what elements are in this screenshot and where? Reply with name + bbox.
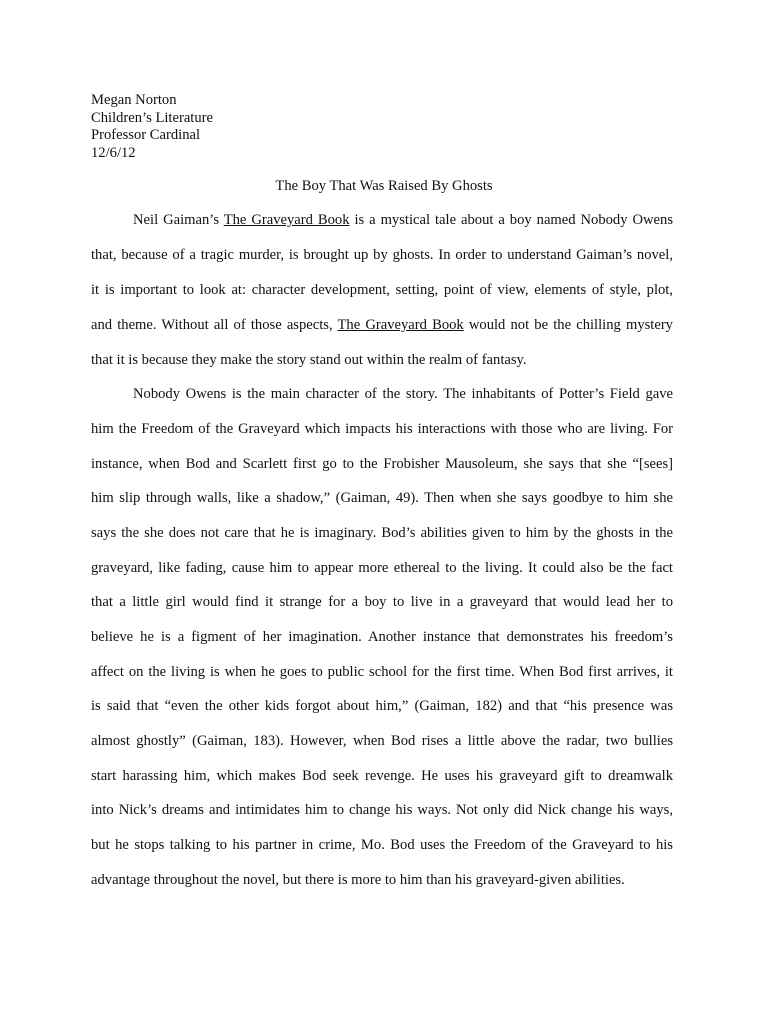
p2-line: him the Freedom of the Graveyard which impacts his interactions with those who are living. For	[91, 421, 673, 437]
p1-line-2: that, because of a tragic murder, is brought up by ghosts. In order to understand Gaiman’s novel,	[91, 247, 673, 263]
p1-line-3: it is important to look at: character development, setting, point of view, elements of style, plot,	[91, 282, 673, 298]
p2-line: Nobody Owens is the main character of the story. The inhabitants of Potter’s Field gave	[133, 386, 673, 402]
book-title-underlined: The Graveyard Book	[337, 317, 464, 333]
p2-line: start harassing him, which makes Bod seek revenge. He uses his graveyard gift to dreamwalk	[91, 768, 673, 784]
p2-line: into Nick’s dreams and intimidates him to change his ways. Not only did Nick change his ways,	[91, 802, 673, 818]
book-title-underlined: The Graveyard Book	[223, 212, 350, 228]
p1-text: is a mystical tale about a boy named Nobody Owens	[349, 212, 674, 228]
p2-line: advantage throughout the novel, but there is more to him than his graveyard-given abilities.	[91, 872, 625, 888]
p2-line: is said that “even the other kids forgot about him,” (Gaiman, 182) and that “his presence was	[91, 698, 673, 714]
professor-name: Professor Cardinal	[91, 127, 201, 143]
p1-text: and theme. Without all of those aspects,	[91, 317, 338, 333]
p2-line: that a little girl would find it strange for a boy to live in a graveyard that would lead her to	[91, 594, 673, 610]
header-block	[91, 92, 213, 162]
author-name: Megan Norton	[91, 92, 177, 108]
p1-line-1	[133, 211, 673, 229]
p1-text: would not be the chilling mystery	[463, 317, 673, 333]
p2-line: believe he is a figment of her imagination. Another instance that demonstrates his freedom’s	[91, 629, 673, 645]
p2-line: instance, when Bod and Scarlett first go to the Frobisher Mausoleum, she says that she “[sees]	[91, 456, 673, 472]
course-name: Children’s Literature	[91, 109, 213, 126]
p2-line: graveyard, like fading, cause him to appear more ethereal to the living. It could also be the fact	[91, 560, 673, 576]
p1-line-5: that it is because they make the story stand out within the realm of fantasy.	[91, 352, 527, 368]
p1-line-4	[91, 316, 673, 334]
p2-line: says the she does not care that he is imaginary. Bod’s abilities given to him by the ghosts in the	[91, 525, 673, 541]
p1-text: Neil Gaiman’s	[133, 212, 224, 228]
p2-line: but he stops talking to his partner in crime, Mo. Bod uses the Freedom of the Graveyard to his	[91, 837, 673, 853]
p2-line: almost ghostly” (Gaiman, 183). However, when Bod rises a little above the radar, two bullies	[91, 733, 673, 749]
essay-title: The Boy That Was Raised By Ghosts	[275, 178, 493, 194]
p2-line: affect on the living is when he goes to public school for the first time. When Bod first arrives, it	[91, 664, 673, 680]
p2-line: him slip through walls, like a shadow,” (Gaiman, 49). Then when she says goodbye to him she	[91, 490, 673, 506]
essay-date: 12/6/12	[91, 144, 136, 161]
